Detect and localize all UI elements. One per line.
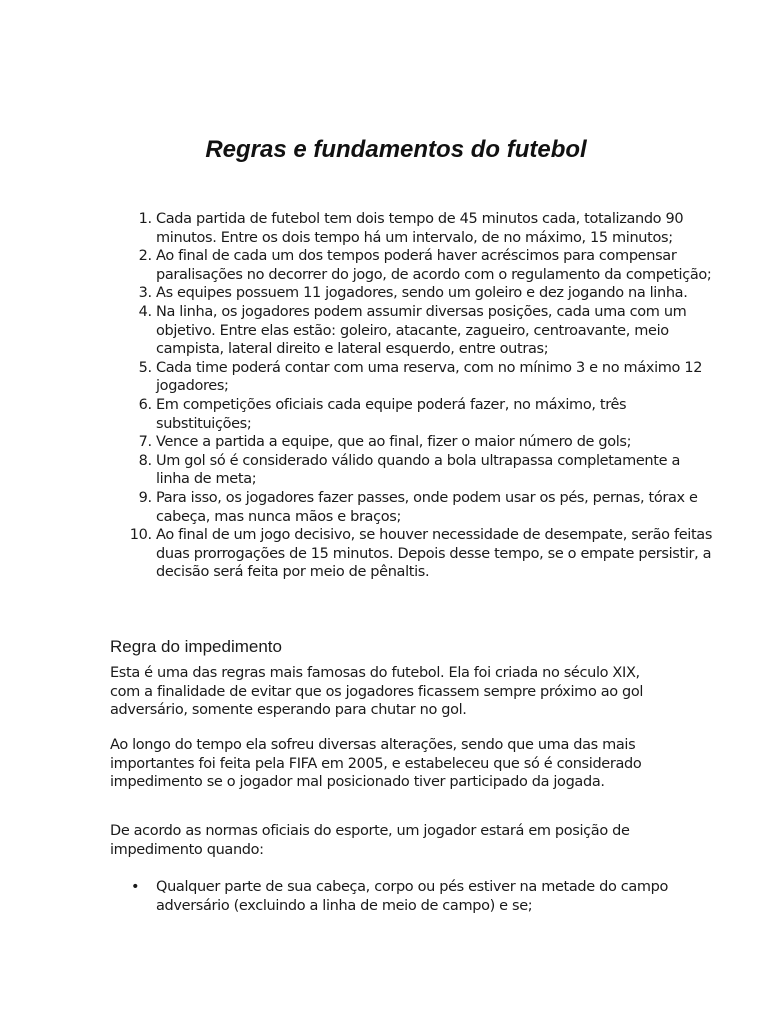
list-item: 6. Em competições oficiais cada equipe poderá fazer, no máximo, três substituições;	[156, 396, 716, 433]
list-item: 9. Para isso, os jogadores fazer passes, onde podem usar os pés, pernas, tórax e cabeça, mas nunca mãos e braços;	[156, 489, 716, 526]
list-item: 7. Vence a partida a equipe, que ao final, fizer o maior número de gols;	[156, 433, 716, 452]
list-item: 3. As equipes possuem 11 jogadores, sendo um goleiro e dez jogando na linha.	[156, 284, 716, 303]
offside-conditions-list	[110, 878, 716, 915]
rules-list	[110, 210, 716, 582]
list-item: 1. Cada partida de futebol tem dois tempo de 45 minutos cada, totalizando 90 minutos. Entre os dois tempo há um intervalo, de no máximo, 15 minutos;	[156, 210, 716, 247]
offside-paragraph-2: Ao longo do tempo ela sofreu diversas alterações, sendo que uma das mais importantes foi feita pela FIFA em 2005, e estabeleceu que só é considerado impedimento se o jogador mal posicionado tiver participado da jogada.	[110, 737, 642, 791]
condition-text: Qualquer parte de sua cabeça, corpo ou pés estiver na metade do campo adversário (excluindo a linha de meio de campo) e se;	[156, 879, 669, 914]
offside-paragraph-3: De acordo as normas oficiais do esporte, um jogador estará em posição de impedimento quando:	[110, 823, 630, 858]
list-item	[131, 878, 716, 915]
list-item: 5. Cada time poderá contar com uma reserva, com no mínimo 3 e no máximo 12 jogadores;	[156, 359, 716, 396]
offside-heading: Regra do impedimento	[110, 637, 282, 656]
list-item: 4. Na linha, os jogadores podem assumir diversas posições, cada uma com um objetivo. Entre elas estão: goleiro, atacante, zagueiro, centroavante, meio campista, lateral direito e lateral esquerdo, entre outras;	[156, 303, 716, 359]
list-item: 10. Ao final de um jogo decisivo, se houver necessidade de desempate, serão feitas duas prorrogações de 15 minutos. Depois desse tempo, se o empate persistir, a decisão será feita por meio de pênaltis.	[156, 526, 716, 582]
document-title: Regras e fundamentos do futebol	[205, 136, 587, 163]
list-item: 2. Ao final de cada um dos tempos poderá haver acréscimos para compensar paralisações no decorrer do jogo, de acordo com o regulamento da competição;	[156, 247, 716, 284]
offside-paragraph-1: Esta é uma das regras mais famosas do futebol. Ela foi criada no século XIX, com a finalidade de evitar que os jogadores ficassem sempre próximo ao gol adversário, somente esperando para chutar no gol.	[110, 665, 644, 719]
list-item: 8. Um gol só é considerado válido quando a bola ultrapassa completamente a linha de meta;	[156, 452, 716, 489]
bullet-icon: •	[131, 879, 140, 895]
